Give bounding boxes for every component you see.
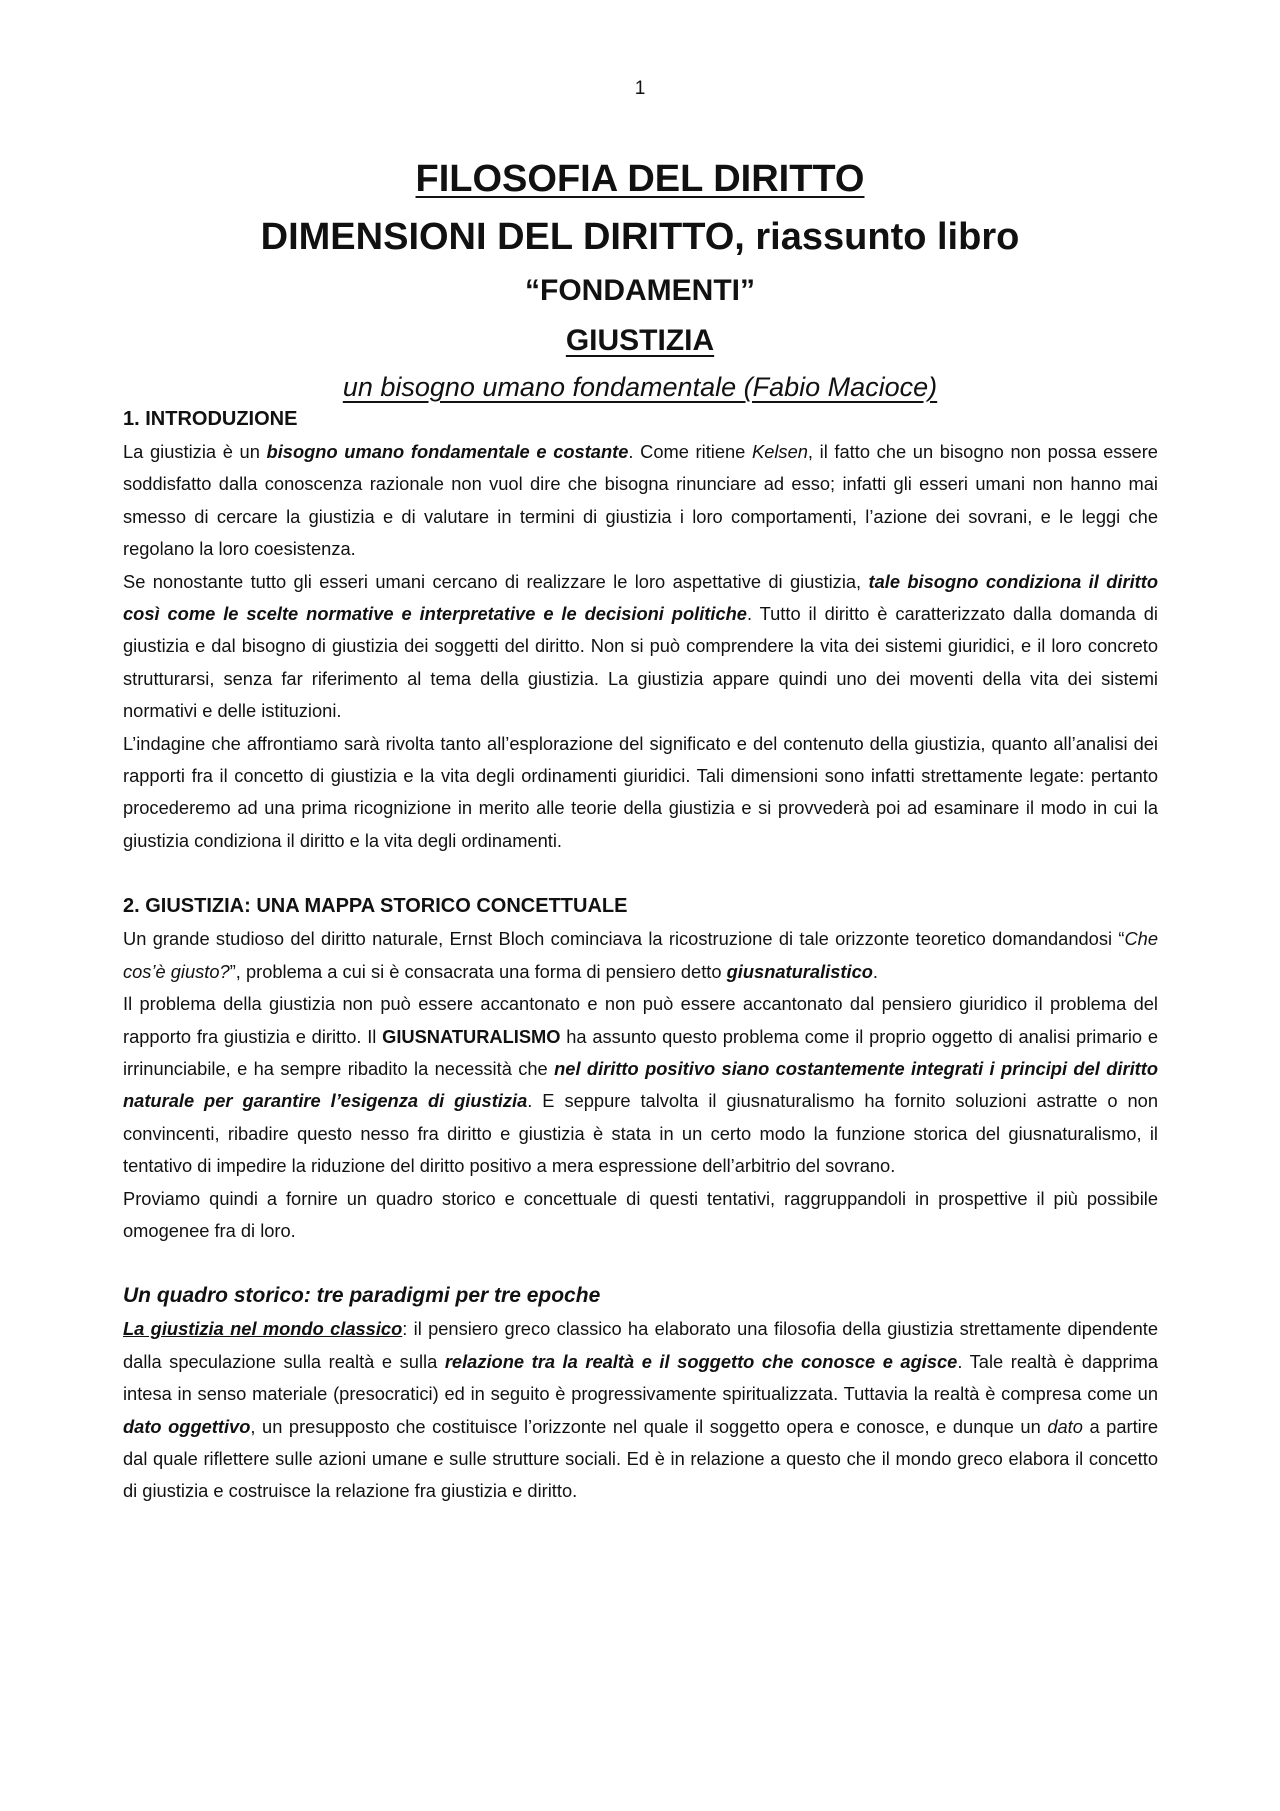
emphasis-text: GIUSNATURALISMO: [382, 1025, 561, 1047]
emphasis-text: La giustizia nel mondo classico: [123, 1318, 403, 1340]
text-run: ha assunto questo problema come il proprio oggetto di analisi primario e irrinunciabile, e ha sempre ribadito la necessità che: [123, 1025, 1158, 1079]
emphasis-text: bisogno umano fondamentale e costante: [266, 441, 629, 462]
text-run: Se nonostante tutto gli esseri umani cercano di realizzare le loro aspettative di giustizia,: [123, 570, 869, 592]
emphasis-text: dato oggettivo: [123, 1415, 251, 1437]
page-number: 1: [634, 78, 646, 99]
text-run: Un grande studioso del diritto naturale, Ernst Bloch cominciava la ricostruzione di tale orizzonte teoretico domandandosi “: [123, 928, 1125, 950]
text-run: . Tale realtà è dapprima intesa in senso materiale (presocratici) ed in seguito è progressivamente spiritualizzata. Tuttavia la realtà è compresa come un: [123, 1350, 1158, 1405]
book-title: DIMENSIONI DEL DIRITTO, riassunto libro: [260, 216, 1020, 258]
emphasis-text: dato: [1047, 1415, 1083, 1437]
document-body: [123, 402, 1158, 1508]
chapter-author: un bisogno umano fondamentale (Fabio Macioce): [342, 372, 938, 402]
chapter-title: GIUSTIZIA: [565, 324, 715, 357]
paragraph: [123, 566, 1158, 728]
paragraph: Proviamo quindi a fornire un quadro storico e concettuale di questi tentativi, raggruppandoli in prospettive il più possibile omogenee fra di loro.: [123, 1187, 1158, 1241]
text-run: : il pensiero greco classico ha elaborato una filosofia della giustizia strettamente dipendente dalla speculazione sulla realtà e sulla: [123, 1318, 1158, 1372]
text-run: Il problema della giustizia non può essere accantonato e non può essere accantonato dal pensiero giuridico il problema del rapporto fra giustizia e diritto. Il: [123, 993, 1158, 1047]
title-block: [0, 150, 1280, 408]
book-subtitle: “FONDAMENTI”: [525, 274, 755, 307]
emphasis-text: relazione tra la realtà e il soggetto che conosce e agisce: [444, 1350, 958, 1372]
text-run: .: [872, 960, 878, 982]
text-run: . E seppure talvolta il giusnaturalismo ha fornito soluzioni astratte o non convincenti, ribadire questo nesso fra diritto e giustizia è stata in un certo modo la funzione storica del giusnaturalismo, il tentativo di impedire la riduzione del diritto positivo a mera espressione dell’arbitrio del sovrano.: [123, 1090, 1158, 1177]
spacer: [123, 857, 1158, 889]
paragraph: L’indagine che affrontiamo sarà rivolta tanto all’esplorazione del significato e del contenuto della giustizia, quanto all’analisi dei rapporti fra il concetto di giustizia e la vita degli ordinamenti giuridici. Tali dimensioni sono infatti strettamente legate: pertanto procederemo ad una prima ricognizione in merito alle teorie della giustizia e si provvederà poi ad esaminare il modo in cui la giustizia condiziona il diritto e la vita degli ordinamenti.: [123, 732, 1158, 851]
text-run: a partire dal quale riflettere sulle azioni umane e sulle strutture sociali. Ed è in relazione a questo che il mondo greco elabora il concetto di giustizia e costruisce la relazione fra giustizia e diritto.: [123, 1415, 1158, 1502]
subsection-heading: Un quadro storico: tre paradigmi per tre epoche: [123, 1284, 601, 1308]
section-heading-mappa: 2. GIUSTIZIA: UNA MAPPA STORICO CONCETTUALE: [123, 895, 628, 918]
emphasis-text: Kelsen: [752, 441, 808, 462]
emphasis-text: Che cos’è giusto?: [123, 928, 1158, 982]
emphasis-text: giusnaturalistico: [726, 960, 873, 982]
paragraph: [123, 923, 1158, 988]
emphasis-text: nel diritto positivo siano costantemente integrati i principi del diritto naturale per garantire l’esigenza di giustizia: [123, 1057, 1158, 1112]
section-heading-introduzione: 1. INTRODUZIONE: [123, 408, 298, 430]
text-run: ”, problema a cui si è consacrata una forma di pensiero detto: [229, 960, 727, 982]
main-title: FILOSOFIA DEL DIRITTO: [415, 158, 865, 200]
text-run: . Tutto il diritto è caratterizzato dalla domanda di giustizia e dal bisogno di giustizia dei soggetti del diritto. Non si può comprendere la vita dei sistemi giuridici, e il loro concreto strutturarsi, senza far riferimento al tema della giustizia. La giustizia appare quindi uno dei moventi della vita dei sistemi normativi e delle istituzioni.: [123, 603, 1158, 722]
paragraph: [123, 988, 1158, 1182]
paragraph: [123, 436, 1158, 566]
spacer: [123, 1247, 1158, 1279]
text-run: La giustizia è un: [123, 441, 267, 462]
paragraph: [123, 1313, 1158, 1507]
text-run: , un presupposto che costituisce l’orizzonte nel quale il soggetto opera e conosce, e dunque un: [250, 1415, 1048, 1437]
emphasis-text: tale bisogno condiziona il diritto così come le scelte normative e interpretative e le decisioni politiche: [123, 570, 1158, 625]
text-run: . Come ritiene: [628, 441, 752, 462]
text-run: , il fatto che un bisogno non possa essere soddisfatto dalla conoscenza razionale non vuol dire che bisogna rinunciare ad esso; infatti gli esseri umani non hanno mai smesso di cercare la giustizia e di valutare in termini di giustizia i loro comportamenti, l’azione dei sovrani, e le leggi che regolano la loro coesistenza.: [123, 441, 1158, 560]
